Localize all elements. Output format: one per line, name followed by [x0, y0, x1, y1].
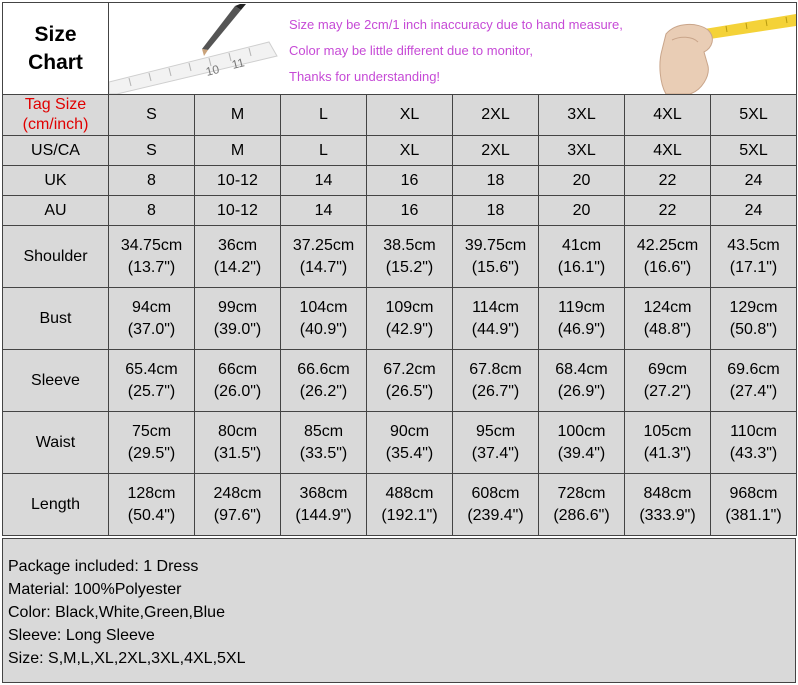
measure-cell [625, 288, 711, 350]
measure-cell [453, 350, 539, 412]
measure-cm: 100cm [557, 422, 606, 440]
measure-cm: 66cm [217, 360, 258, 378]
measure-cm: 105cm [643, 422, 692, 440]
measurement-rows [3, 226, 797, 536]
region-cell: 22 [625, 166, 711, 196]
measure-inch: (33.5") [299, 444, 348, 462]
measure-cell [711, 226, 797, 288]
note-color: Color may be little different due to monitor, [289, 42, 533, 58]
measure-cm: 85cm [303, 422, 344, 440]
measure-cm: 67.2cm [383, 360, 436, 378]
region-label: AU [3, 196, 109, 226]
header-row [3, 3, 797, 95]
measure-cm: 124cm [643, 298, 692, 316]
detail-package: Package included: 1 Dress [8, 558, 199, 575]
measure-cm: 94cm [131, 298, 172, 316]
measure-inch: (192.1") [381, 506, 438, 524]
measure-inch: (16.6") [643, 258, 692, 276]
region-cell: 20 [539, 166, 625, 196]
measure-row-waist [3, 412, 797, 474]
measure-label: Sleeve [3, 350, 109, 412]
measure-cell [281, 226, 367, 288]
measure-cm: 104cm [299, 298, 348, 316]
measure-cm: 69cm [647, 360, 688, 378]
measure-cm: 488cm [385, 484, 434, 502]
measure-inch: (239.4") [467, 506, 524, 524]
region-row-uk [3, 166, 797, 196]
measure-cell [109, 474, 195, 536]
measure-inch: (46.9") [557, 320, 606, 338]
region-cell: 16 [367, 196, 453, 226]
detail-material: Material: 100%Polyester [8, 581, 182, 598]
hand-tape-measure-icon [646, 4, 796, 94]
measure-inch: (31.5") [213, 444, 262, 462]
measure-cm: 128cm [127, 484, 176, 502]
tag-size-cell: 4XL [625, 95, 711, 136]
measure-cell [281, 412, 367, 474]
measure-inch: (381.1") [725, 506, 782, 524]
measure-cm: 114cm [472, 298, 519, 316]
measure-row-length [3, 474, 797, 536]
measure-inch: (37.4") [471, 444, 520, 462]
note-inaccuracy: Size may be 2cm/1 inch inaccuracy due to hand measure, [289, 16, 623, 32]
measure-inch: (48.8") [643, 320, 692, 338]
measure-cell [625, 474, 711, 536]
measure-cm: 39.75cm [464, 236, 527, 254]
measure-cm: 34.75cm [120, 236, 183, 254]
measure-row-bust [3, 288, 797, 350]
region-cell: 16 [367, 166, 453, 196]
tag-size-cell: 5XL [711, 95, 797, 136]
measure-cm: 36cm [217, 236, 258, 254]
tag-size-row [3, 95, 797, 136]
region-cell: 18 [453, 166, 539, 196]
title-line-2: Chart [28, 50, 83, 74]
measure-inch: (16.1") [557, 258, 606, 276]
region-cell: 18 [453, 196, 539, 226]
measure-inch: (144.9") [295, 506, 352, 524]
measure-inch: (15.6") [471, 258, 520, 276]
note-thanks: Thanks for understanding! [289, 68, 441, 84]
region-cell: L [281, 136, 367, 166]
measure-inch: (97.6") [213, 506, 262, 524]
measure-cell [539, 288, 625, 350]
measure-inch: (26.5") [385, 382, 434, 400]
measure-cell [195, 474, 281, 536]
tag-size-label [3, 95, 109, 136]
measure-inch: (43.3") [729, 444, 778, 462]
measure-inch: (50.8") [729, 320, 778, 338]
measure-cm: 110cm [730, 422, 777, 440]
title-line-1: Size [34, 22, 77, 46]
measure-cm: 99cm [217, 298, 258, 316]
measure-cm: 66.6cm [297, 360, 350, 378]
measure-cell [109, 412, 195, 474]
measure-cell [711, 412, 797, 474]
measure-inch: (42.9") [385, 320, 434, 338]
region-cell: 14 [281, 166, 367, 196]
measure-cm: 248cm [213, 484, 262, 502]
measure-cm: 109cm [385, 298, 434, 316]
region-cell: S [109, 136, 195, 166]
region-row-au [3, 196, 797, 226]
measure-inch: (40.9") [299, 320, 348, 338]
measure-cm: 41cm [561, 236, 602, 254]
size-chart-table [2, 2, 797, 536]
measure-inch: (27.2") [643, 382, 692, 400]
measure-cm: 129cm [729, 298, 778, 316]
measure-cell [539, 226, 625, 288]
region-row-us-ca [3, 136, 797, 166]
measure-cell [109, 226, 195, 288]
measure-cm: 65.4cm [125, 360, 178, 378]
tag-size-label-line-1: Tag Size [24, 96, 87, 113]
measure-cell [625, 350, 711, 412]
measure-cell [625, 226, 711, 288]
region-cell: 8 [109, 196, 195, 226]
measure-cell [453, 412, 539, 474]
measure-inch: (13.7") [127, 258, 176, 276]
region-cell: 3XL [539, 136, 625, 166]
measure-label: Bust [3, 288, 109, 350]
detail-size: Size: S,M,L,XL,2XL,3XL,4XL,5XL [8, 650, 246, 667]
measure-inch: (17.1") [729, 258, 778, 276]
region-cell: 2XL [453, 136, 539, 166]
pencil-ruler-icon [109, 4, 289, 94]
measure-inch: (27.4") [729, 382, 778, 400]
tag-size-cell: XL [367, 95, 453, 136]
region-cell: 5XL [711, 136, 797, 166]
measure-inch: (26.0") [213, 382, 262, 400]
measure-cell [711, 350, 797, 412]
measure-cell [367, 350, 453, 412]
measure-cell [453, 288, 539, 350]
measure-cell [195, 288, 281, 350]
measure-inch: (50.4") [127, 506, 176, 524]
region-cell: 10-12 [195, 196, 281, 226]
measure-inch: (286.6") [553, 506, 610, 524]
measure-cell [109, 350, 195, 412]
measure-inch: (26.9") [557, 382, 606, 400]
region-cell: 24 [711, 196, 797, 226]
measure-row-shoulder [3, 226, 797, 288]
measurement-banner [109, 3, 797, 95]
measure-cell [281, 288, 367, 350]
measure-cell [625, 412, 711, 474]
measure-cell [195, 350, 281, 412]
region-cell: M [195, 136, 281, 166]
ruler-mark-10: 10 [204, 61, 221, 79]
region-label: UK [3, 166, 109, 196]
measure-label: Waist [3, 412, 109, 474]
measure-cm: 90cm [389, 422, 430, 440]
ruler-mark-11: 11 [230, 54, 246, 72]
measure-cell [109, 288, 195, 350]
measure-inch: (26.2") [299, 382, 348, 400]
measure-cell [367, 288, 453, 350]
measure-cell [281, 474, 367, 536]
measure-cm: 38.5cm [383, 236, 436, 254]
measure-inch: (39.4") [557, 444, 606, 462]
measure-inch: (15.2") [385, 258, 434, 276]
measure-inch: (35.4") [385, 444, 434, 462]
measure-row-sleeve [3, 350, 797, 412]
region-cell: 8 [109, 166, 195, 196]
measure-label: Shoulder [3, 226, 109, 288]
detail-color: Color: Black,White,Green,Blue [8, 604, 225, 621]
measure-cm: 119cm [558, 298, 605, 316]
measure-cm: 368cm [299, 484, 348, 502]
measure-cm: 43.5cm [727, 236, 780, 254]
measure-cm: 42.25cm [636, 236, 699, 254]
measure-inch: (41.3") [643, 444, 692, 462]
measure-cell [195, 226, 281, 288]
measure-cm: 848cm [643, 484, 692, 502]
region-cell: 10-12 [195, 166, 281, 196]
measure-cell [539, 474, 625, 536]
measure-cm: 968cm [729, 484, 778, 502]
measure-cell [453, 226, 539, 288]
measure-cm: 95cm [475, 422, 516, 440]
region-cell: 4XL [625, 136, 711, 166]
measure-cell [711, 288, 797, 350]
measure-inch: (29.5") [127, 444, 176, 462]
measure-inch: (14.2") [213, 258, 262, 276]
measure-cm: 728cm [557, 484, 606, 502]
size-chart-title [3, 3, 109, 95]
measure-cell [711, 474, 797, 536]
tag-size-cell: 3XL [539, 95, 625, 136]
measure-inch: (26.7") [471, 382, 520, 400]
tag-size-cell: L [281, 95, 367, 136]
measure-cm: 67.8cm [469, 360, 522, 378]
measure-cell [367, 226, 453, 288]
measure-cm: 68.4cm [555, 360, 608, 378]
region-cell: 14 [281, 196, 367, 226]
tag-size-cell: 2XL [453, 95, 539, 136]
measure-cm: 37.25cm [292, 236, 355, 254]
measure-inch: (39.0") [213, 320, 262, 338]
measure-cell [539, 412, 625, 474]
measure-cell [367, 474, 453, 536]
tag-size-label-line-2: (cm/inch) [22, 116, 89, 133]
measure-cm: 80cm [217, 422, 258, 440]
measure-cell [281, 350, 367, 412]
measure-inch: (44.9") [471, 320, 520, 338]
region-label: US/CA [3, 136, 109, 166]
measure-cell [539, 350, 625, 412]
region-cell: XL [367, 136, 453, 166]
measure-inch: (37.0") [127, 320, 176, 338]
tag-size-cell: S [109, 95, 195, 136]
measure-inch: (14.7") [299, 258, 348, 276]
measure-cell [453, 474, 539, 536]
measure-cm: 75cm [131, 422, 172, 440]
tag-size-cell: M [195, 95, 281, 136]
region-cell: 20 [539, 196, 625, 226]
measure-inch: (333.9") [639, 506, 696, 524]
measure-inch: (25.7") [127, 382, 176, 400]
product-details [2, 538, 796, 683]
detail-sleeve: Sleeve: Long Sleeve [8, 627, 155, 644]
measure-label: Length [3, 474, 109, 536]
region-cell: 22 [625, 196, 711, 226]
measure-cell [195, 412, 281, 474]
region-cell: 24 [711, 166, 797, 196]
measurement-notes [289, 12, 623, 90]
measure-cm: 69.6cm [727, 360, 780, 378]
measure-cell [367, 412, 453, 474]
measure-cm: 608cm [471, 484, 520, 502]
